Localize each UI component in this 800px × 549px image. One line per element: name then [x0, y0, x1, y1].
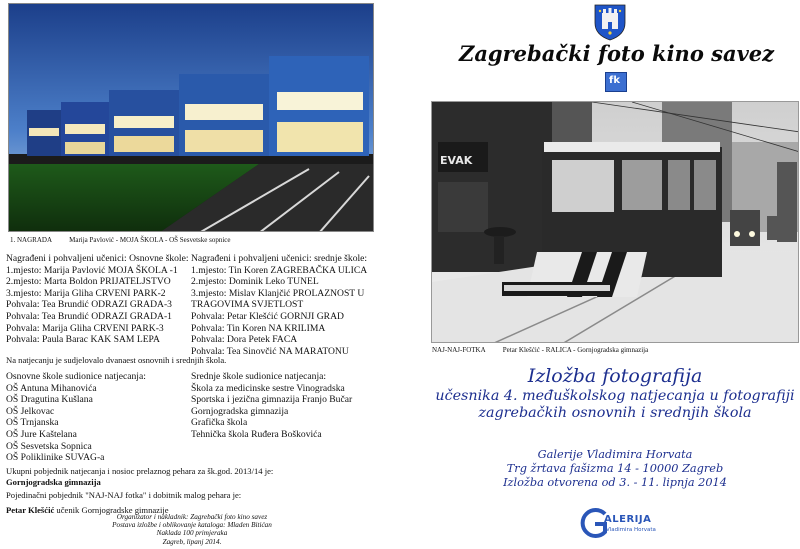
list-item: Pohvala: Dora Petek FACA [191, 334, 298, 346]
venue-line: Izložba otvorena od 3. - 11. lipnja 2014 [503, 476, 727, 489]
overall-winner-name: Gornjogradska gimnazija [6, 477, 101, 487]
list-item: TRAGOVIMA SVJETLOST [191, 299, 304, 311]
winners-block [6, 466, 273, 516]
participants-note: Na natjecanju je sudjelovalo dvanaest osnovnih i srednjih škola. [6, 355, 227, 365]
primary-schools-list [6, 371, 146, 464]
list-item: Škola za medicinske sestre Vinogradska [191, 382, 345, 394]
org-title: Zagrebački foto kino savez [459, 41, 775, 66]
organizer-line: Postava izložbe i oblikovanje kataloga: Mladen Bitićan [112, 521, 272, 530]
list-item: Srednje škole sudionice natjecanja: [191, 371, 327, 382]
list-item: Pohvala: Petar Klešćić GORNJI GRAD [191, 310, 344, 322]
list-item: OŠ Sesvetska Sopnica [6, 440, 92, 452]
list-item: 2.mjesto: Marta Boldon PRIJATELJSTVO [6, 276, 171, 288]
venue-line: Galerije Vladimira Horvata [537, 448, 693, 461]
caption-award: NAJ-NAJ-FOTKA [432, 346, 486, 354]
school-photo-caption [10, 236, 231, 244]
venue-block [431, 448, 799, 490]
exhibition-subtitle [431, 388, 799, 422]
venue-line: Trg žrtava fašizma 14 - 10000 Zagreb [506, 462, 724, 475]
list-item: Gornjogradska gimnazija [191, 405, 289, 417]
individual-winner-text: Pojedinačni pobjednik "NAJ-NAJ fotka" i dobitnik malog pehara je: [6, 490, 242, 500]
list-item: 1.mjesto: Marija Pavlović MOJA ŠKOLA -1 [6, 264, 178, 276]
organizer-line: Naklada 100 primjeraka [156, 529, 228, 538]
overall-winner-text: Ukupni pobjednik natjecanja i nosioc prelaznog pehara za šk.god. 2013/14 je: [6, 466, 274, 476]
list-item: OŠ Antuna Mihanovića [6, 382, 97, 394]
list-item: OŠ Poliklinike SUVAG-a [6, 452, 105, 464]
list-item: 2.mjesto: Dominik Leko TUNEL [191, 276, 319, 288]
list-item: OŠ Jelkovac [6, 405, 55, 417]
caption-award: 1. NAGRADA [10, 236, 52, 244]
list-item: Grafička škola [191, 417, 248, 429]
organizer-block [72, 513, 312, 546]
list-item: Pohvala: Tea Brundić ODRAZI GRADA-1 [6, 310, 172, 322]
tram-photo [431, 101, 799, 343]
gallery-logo-sub: Vladimira Horvata [606, 527, 656, 533]
list-item: OŠ Trnjanska [6, 417, 59, 429]
exhibition-title: Izložba fotografija [527, 365, 703, 387]
tram-photo-caption [432, 346, 648, 354]
subtitle-line: učesnika 4. međuškolskog natjecanja u fotografiji [435, 388, 795, 404]
list-item: Tehnička škola Ruđera Boškovića [191, 428, 322, 440]
school-photo [8, 3, 374, 232]
list-item: Pohvala: Tea Brundić ODRAZI GRADA-3 [6, 299, 172, 311]
list-item: 1.mjesto: Tin Koren ZAGREBAČKA ULICA [191, 264, 368, 276]
list-item: 3.mjesto: Marija Gliha CRVENI PARK-2 [6, 287, 166, 299]
organizer-line: Zagreb, lipanj 2014. [162, 537, 222, 546]
organizer-line: Organizator i nakladnik: Zagrebački foto kino savez [116, 513, 268, 521]
caption-author: Petar Klešćić - RALICA - Gornjogradska gimnazija [502, 346, 649, 354]
fkz-logo-text: fk [609, 75, 621, 86]
gallery-logo [578, 508, 664, 538]
individual-winner-name: Petar Klešćić [6, 505, 55, 515]
secondary-schools-list [191, 371, 352, 441]
svg-text:EVAK: EVAK [440, 154, 473, 167]
gallery-logo-text: ALERIJA [604, 514, 652, 525]
list-item: OŠ Dragutina Kušlana [6, 394, 93, 406]
list-item: Osnovne škole sudionice natjecanja: [6, 371, 146, 382]
secondary-awards-list [191, 253, 367, 357]
list-item: Pohvala: Tea Sinovčić NA MARATONU [191, 345, 349, 357]
list-item: Nagrađeni i pohvaljeni učenici: Osnovne škole: [6, 253, 189, 264]
list-item: Pohvala: Tin Koren NA KRILIMA [191, 322, 326, 334]
list-item: Nagrađeni i pohvaljeni učenici: srednje škole: [191, 253, 368, 264]
primary-awards-list [6, 253, 189, 346]
list-item: Pohvala: Paula Barac KAK SAM LEPA [6, 334, 160, 346]
zagreb-coat-of-arms-icon [594, 3, 626, 41]
caption-author: Marija Pavlović - MOJA ŠKOLA - OŠ Sesvetske sopnice [69, 236, 231, 244]
individual-winner-school: učenik Gornjogradske gimnazije [54, 505, 169, 515]
list-item: 3.mjesto: Mislav Klanjčić PROLAZNOST U [191, 287, 365, 299]
list-item: Pohvala: Marija Gliha CRVENI PARK-3 [6, 322, 164, 334]
list-item: Sportska i jezična gimnazija Franjo Bučar [191, 394, 353, 406]
list-item: OŠ Jure Kaštelana [6, 428, 77, 440]
subtitle-line: zagrebačkih osnovnih i srednjih škola [478, 405, 752, 421]
fkz-logo [605, 72, 627, 92]
